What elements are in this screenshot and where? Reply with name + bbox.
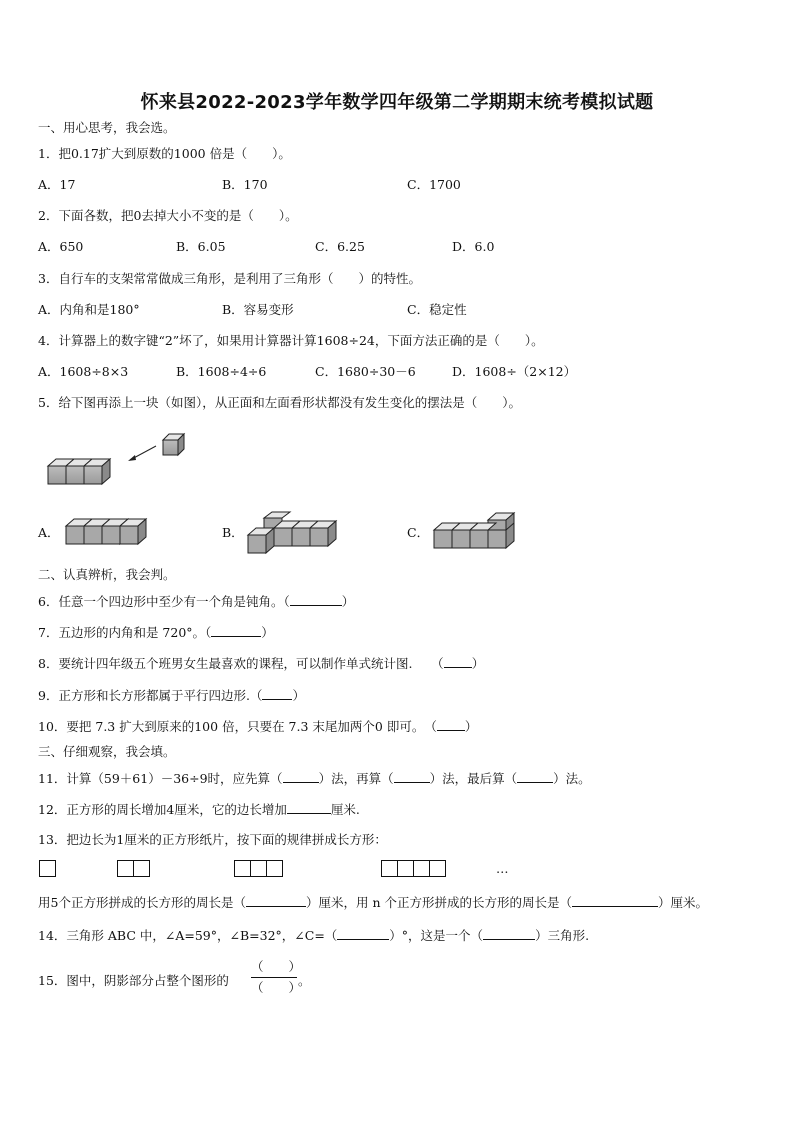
- q9-close: ）: [292, 688, 305, 703]
- q10-answer-blank[interactable]: [437, 717, 465, 731]
- question-13: 13．把边长为1厘米的正方形纸片，按下面的规律拼成长方形：: [38, 832, 387, 847]
- q9-text: 9．正方形和长方形都属于平行四边形.（: [38, 688, 263, 703]
- question-9: [38, 686, 305, 705]
- q5-option-b-label: B．: [222, 525, 244, 540]
- q7-answer-blank[interactable]: [211, 623, 261, 637]
- q6-answer-blank[interactable]: [290, 592, 342, 606]
- q5-main-figure: [40, 428, 200, 490]
- question-14: [38, 926, 589, 945]
- question-3: 3．自行车的支架常常做成三角形，是利用了三角形（ ）的特性。: [38, 271, 421, 286]
- q15-denominator-blank[interactable]: （ ）: [251, 980, 302, 995]
- question-13-answer-line: [38, 893, 708, 912]
- question-11: [38, 769, 591, 788]
- q15-numerator-blank[interactable]: （ ）: [251, 958, 297, 978]
- question-1: 1．把0.17扩大到原数的1000 倍是（ ）。: [38, 146, 291, 161]
- q10-close: ）: [464, 719, 478, 734]
- q6-close: ）: [341, 594, 355, 609]
- question-10: [38, 717, 477, 736]
- q13-answer-blank-1[interactable]: [246, 893, 306, 907]
- q13-ellipsis: …: [496, 861, 509, 876]
- q11-text-1: 11．计算（59＋61）－36÷9时，应先算（: [38, 771, 283, 786]
- q11-text-4: ）法。: [553, 771, 591, 786]
- section-heading-3: 三、仔细观察，我会填。: [38, 744, 176, 759]
- q11-answer-blank-3[interactable]: [517, 769, 553, 783]
- question-4: 4．计算器上的数字键“2”坏了，如果用计算器计算1608÷24，下面方法正确的是（ ）。: [38, 333, 544, 348]
- page-title: 怀来县2022-2023学年数学四年级第二学期期末统考模拟试题: [140, 92, 654, 113]
- question-5: 5．给下图再添上一块（如图），从正面和左面看形状都没有发生变化的摆法是（ ）。: [38, 395, 521, 410]
- q5-option-c-label: C．: [407, 525, 430, 540]
- q11-answer-blank-1[interactable]: [283, 769, 319, 783]
- q2-option-c: C．6.25: [315, 239, 365, 254]
- q12-text-2: 厘米.: [330, 802, 360, 817]
- q4-option-c: C．1680÷30－6: [315, 364, 416, 379]
- question-15: 15．图中，阴影部分占整个图形的: [38, 973, 229, 988]
- q8-text: 8．要统计四年级五个班男女生最喜欢的课程，可以制作单式统计图. （: [38, 656, 444, 671]
- q3-option-c: C．稳定性: [407, 302, 467, 317]
- section-heading-1: 一、用心思考，我会选。: [38, 120, 176, 135]
- q5-option-a-figure: [62, 508, 152, 552]
- q4-option-a: A．1608÷8×3: [38, 364, 129, 379]
- q11-answer-blank-2[interactable]: [394, 769, 430, 783]
- q14-answer-blank-1[interactable]: [337, 926, 389, 940]
- q15-end-mark: 。: [298, 973, 311, 988]
- q1-option-c: C．1700: [407, 177, 461, 192]
- question-2: 2．下面各数，把0去掉大小不变的是（ ）。: [38, 208, 298, 223]
- q10-text: 10．要把 7.3 扩大到原来的100 倍，只要在 7.3 末尾加两个0 即可。 （: [38, 719, 437, 734]
- q6-text: 6．任意一个四边形中至少有一个角是钝角。（: [38, 594, 290, 609]
- q11-text-3: ）法，最后算（: [429, 771, 518, 786]
- q12-text-1: 12．正方形的周长增加4厘米，它的边长增加: [38, 802, 287, 817]
- q4-option-d: D．1608÷（2×12）: [452, 364, 577, 379]
- q7-text: 7．五边形的内角和是 720°。（: [38, 625, 212, 640]
- q8-close: ）: [471, 656, 485, 671]
- question-7: [38, 623, 274, 642]
- q1-option-a: A．17: [38, 177, 76, 192]
- q7-close: ）: [261, 625, 274, 640]
- q14-text-3: ）三角形.: [535, 928, 590, 943]
- q11-text-2: ）法，再算（: [318, 771, 394, 786]
- q4-option-b: B．1608÷4÷6: [176, 364, 267, 379]
- question-12: [38, 800, 360, 819]
- q12-answer-blank[interactable]: [287, 800, 331, 814]
- q2-option-a: A．650: [38, 239, 84, 254]
- q13-text-2: ）厘米，用 n 个正方形拼成的长方形的周长是（: [305, 895, 572, 910]
- q14-answer-blank-2[interactable]: [483, 926, 535, 940]
- q13-pattern-2: [117, 860, 149, 881]
- q13-pattern-3: [234, 860, 282, 881]
- q3-option-a: A．内角和是180°: [38, 302, 140, 317]
- q9-answer-blank[interactable]: [262, 686, 292, 700]
- q13-answer-blank-2[interactable]: [572, 893, 658, 907]
- question-6: [38, 592, 354, 611]
- q8-answer-blank[interactable]: [444, 654, 472, 668]
- q14-text-2: ）°，这是一个（: [389, 928, 484, 943]
- section-heading-2: 二、认真辨析，我会判。: [38, 567, 176, 582]
- q13-text-1: 用5个正方形拼成的长方形的周长是（: [38, 895, 246, 910]
- q13-pattern-1: [39, 860, 55, 881]
- q3-option-b: B．容易变形: [222, 302, 294, 317]
- q5-option-b-figure: [244, 508, 340, 558]
- q2-option-b: B．6.05: [176, 239, 226, 254]
- q1-option-b: B．170: [222, 177, 268, 192]
- q15-answer-fraction[interactable]: [251, 958, 302, 997]
- question-8: [38, 654, 484, 673]
- q5-option-c-figure: [430, 508, 524, 554]
- q2-option-d: D．6.0: [452, 239, 495, 254]
- q13-text-3: ）厘米。: [657, 895, 708, 910]
- q13-pattern-4: [381, 860, 445, 881]
- q5-option-a-label: A．: [38, 525, 60, 540]
- q14-text-1: 14．三角形 ABC 中，∠A=59°，∠B=32°，∠C=（: [38, 928, 338, 943]
